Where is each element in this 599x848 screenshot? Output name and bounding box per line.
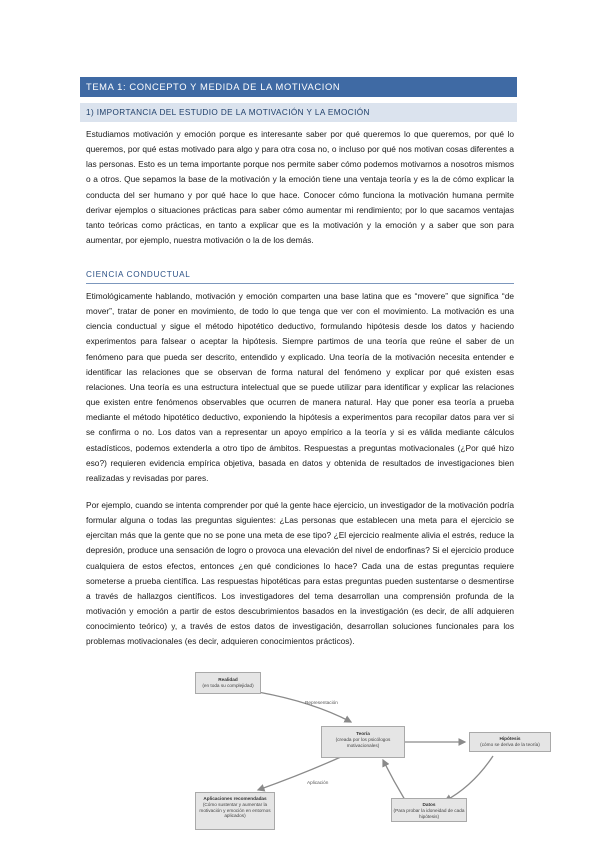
- ciencia-conductual-heading: CIENCIA CONDUCTUAL: [86, 270, 191, 279]
- chapter-title-bar: [80, 77, 517, 97]
- arrow-datos-teoria: [383, 760, 405, 800]
- label-representacion: Representación: [305, 700, 338, 705]
- hipotesis-title: Hipótesis: [499, 736, 521, 741]
- intro-paragraph: Estudiamos motivación y emoción porque es interesante saber por qué queremos lo que queremos, por qué lo queremos, por qué estas motivado para algo y para otra cosa no, o incluso por qué nos motivan cosas diferentes a las personas. Esto es un tema importante porque nos permite saber cómo podemos motivarnos a nosotros mismos o a otros. Que sepamos la base de la motivación y la emoción tiene una ventaja teoría y es la de cómo explicar la conducta del ser humano y por qué hace lo que hace. Conocer cómo funciona la motivación humana permite derivar ejemplos o situaciones prácticas para saber cómo aumentar mi rendimiento; por lo que sacamos ventajas tanto teóricas como prácticas, en tanto a explicar que es la motivación y la emoción y a saber que son para aumentar, por ejemplo, nuestra motivación o la de los demás.: [86, 129, 514, 246]
- box-hipotesis: [469, 732, 551, 752]
- teoria-subtitle: (creada por los psicólogos motivacionales): [335, 736, 391, 748]
- ciencia-paragraph: Etimológicamente hablando, motivación y emoción comparten una base latina que es “movere” que significa “de mover”, tratar de poner en movimiento, de todo lo que tenga que ver con el movimiento. La motivación es una ciencia conductual y sigue el método hipotético deductivo, formulando hipótesis desde los datos y haciendo experimentos para falsear o aceptar la hipótesis. Siempre partimos de una teoría que reúne el saber de un fenómeno para que pueda ser descrito, entendido y explicado. Una teoría de la motivación necesita entender e identificar las relaciones que se observan de forma natural del fenómeno y explicar por qué existen esas relaciones. Una teoría es una estructura intelectual que se puede utilizar para identificar y explicar las relaciones que existen entre fenómenos observables que ocurren de manera natural. Hay que poner esa teoría a prueba mediante el método hipotético deductivo, exponiendo la hipótesis a experimentos para recopilar datos para ver si se confirma o no. Los datos van a representar un apoyo empírico a la teoría y si es válida mediante cálculos estadísticos, podemos extenderla a otro tipo de ámbitos. Respuestas a preguntas motivacionales (¿Por qué hizo eso?) requieren evidencia empírica objetiva, basada en datos y obtenida de resultados de investigaciones bien realizadas y revisadas por pares.: [86, 291, 514, 483]
- box-aplicaciones: [195, 792, 275, 830]
- section-title-bar: [80, 103, 517, 122]
- chapter-title: TEMA 1: CONCEPTO Y MEDIDA DE LA MOTIVACION: [86, 81, 341, 92]
- hipotesis-subtitle: (cómo se deriva de la teoría): [480, 741, 540, 747]
- box-realidad: [195, 672, 261, 694]
- label-aplicacion: Aplicación: [307, 780, 329, 785]
- datos-title: Datos: [422, 802, 436, 807]
- arrow-realidad-teoria: [258, 692, 351, 722]
- teoria-title: Teoría: [356, 731, 370, 736]
- box-teoria: [321, 726, 405, 758]
- box-datos: [391, 798, 467, 822]
- ejemplo-paragraph: Por ejemplo, cuando se intenta comprender por qué la gente hace ejercicio, un investigador de la motivación podría formular alguna o todas las preguntas siguientes: ¿Las personas que establecen una meta para el ejercicio se ejercitan más que la gente que no se pone una meta de ese tipo? ¿El ejercicio realmente alivia el estrés, reduce la depresión, produce una sensación de logro o provoca una elevación del nivel de endorfinas? Si el ejercicio produce cualquiera de estos efectos, entonces ¿en qué condiciones lo hace? Cada una de estas preguntas requiere someterse a prueba científica. Las respuestas hipotéticas para estas preguntas pueden sustentarse o desmentirse a través de hallazgos científicos. Los investigadores del tema desarrollan una comprensión profunda de la motivación y emoción a partir de estos descubrimientos basados en la investigación (es decir, de allí adquieren conocimiento teórico) y, a través de estos datos de investigación, desarrollan soluciones funcionales para los problemas motivacionales (es decir, adquieren conocimientos prácticos).: [86, 500, 514, 647]
- science-cycle-diagram: [193, 666, 552, 842]
- arrow-teoria-aplicaciones: [258, 756, 343, 790]
- aplicaciones-title: Aplicaciones recomendadas: [203, 796, 267, 801]
- realidad-title: Realidad: [218, 677, 238, 682]
- aplicaciones-subtitle: (Cómo sustentar y aumentar la motivación y emoción en entornos aplicados): [199, 801, 271, 819]
- datos-subtitle: (Para probar la idoneidad de cada hipótesis): [393, 807, 465, 819]
- arrow-hipotesis-datos: [445, 756, 493, 801]
- heading-underline: [86, 283, 514, 284]
- realidad-subtitle: (en toda su complejidad): [202, 682, 254, 688]
- section-title: 1) IMPORTANCIA DEL ESTUDIO DE LA MOTIVACIÓN Y LA EMOCIÓN: [86, 108, 370, 117]
